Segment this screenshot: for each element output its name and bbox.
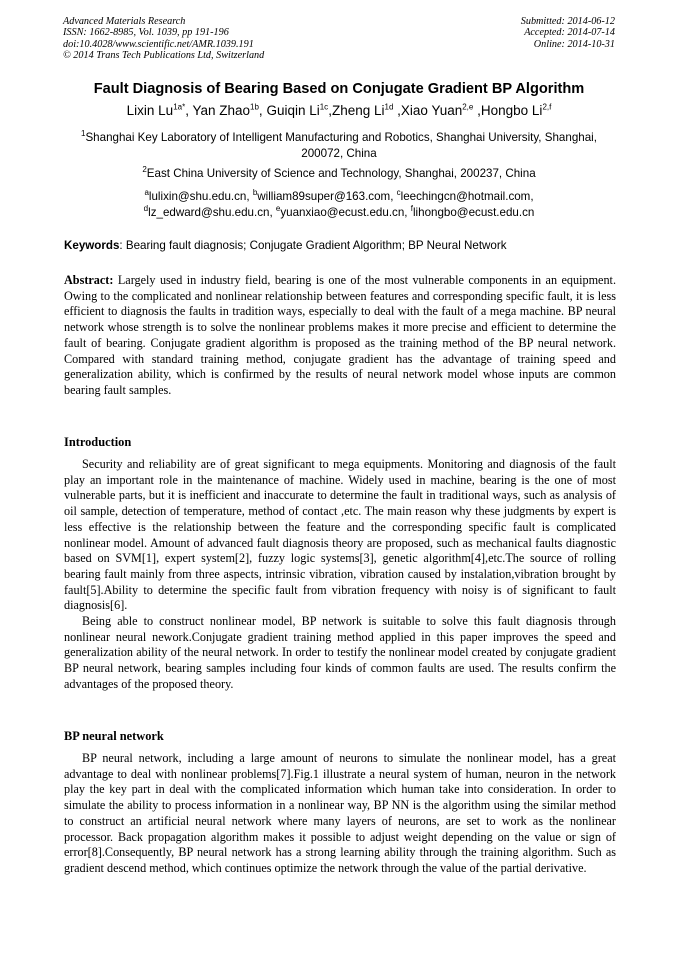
email-line: $^a$lulixin@shu.edu.cn, $^b$william89super@163.com, $^c$leechingcn@hotmail.com, [144,188,534,203]
author: Yan Zhao$^{1b}$, [192,102,267,118]
online-date: Online: 2014-10-31 [533,38,615,50]
affiliation-2: $^2$East China University of Science and Technology, Shanghai, 200237, China [142,165,536,180]
email-address: william89super@163.com, [257,190,397,203]
keywords-label: Keywords [64,239,120,252]
paragraph: Being able to construct nonlinear model, BP network is suitable to solve this fault diagnosis through nonlinear neural nework.Conjugate gradient training method applied in this paper improves the speed and generalization ability of the neural network. In order to testify the nonlinear model created by conjugate gradient BP neural network, bearing samples including four kinds of common faults are used. The results confirm the advantages of the proposed theory. [64,614,616,691]
keywords-text: : Bearing fault diagnosis; Conjugate Gradient Algorithm; BP Neural Network [119,239,507,252]
section-heading-bp-neural-network: BP neural network [64,729,164,743]
author-list [40,102,638,120]
journal-info [63,16,264,61]
abstract [64,273,616,399]
email-address: lz_edward@shu.edu.cn, [148,205,276,219]
email-address: leechingcn@hotmail.com, [400,190,534,203]
journal-copyright: © 2014 Trans Tech Publications Ltd, Switzerland [63,49,265,61]
abstract-label: Abstract: [64,273,114,287]
submitted-date: Submitted: 2014-06-12 [520,16,615,27]
abstract-text: Largely used in industry field, bearing is one of the most vulnerable components in an equipment. Owing to the complicated and nonlinear relationship between features and corresponding specific fault, it is less efficient to diagnosis the faults in tradition ways, especially to deal with the fault of a mega machine. BP neural network whose strength is to solve the nonlinear problems makes it more precise and efficient to determine the fault of bearing. Conjugate gradient algorithm is proposed as the training method of the BP neural network. Compared with standard training method, conjugate gradient has the advantage of training speed and generalization ability, which is confirmed by the results of neural network model whose inputs are common bearing fault samples. [64,273,616,397]
author: Zheng $Li^{1d}$ , [331,102,401,118]
email-address: lihongbo@ecust.edu.cn [412,205,535,219]
paper-title: Fault Diagnosis of Bearing Based on Conjugate Gradient BP Algorithm [93,81,585,97]
keywords [64,238,616,253]
journal-name: Advanced Materials Research [63,16,186,27]
email-line: $^d$lz_edward@shu.edu.cn, $^e$yuanxiao@ecust.edu.cn, $^f$lihongbo@ecust.edu.cn [143,203,535,219]
email-address: lulixin@shu.edu.cn, [148,190,253,203]
author-emails [50,189,628,220]
section-bp-neural-network [64,751,616,877]
author: Hongbo Li$^{2,f}$ [480,102,552,118]
publication-dates [521,16,615,50]
author: Guiqin $Li^{1c}$, [266,102,332,118]
paragraph: BP neural network, including a large amount of neurons to simulate the nonlinear model, has a great advantage to deal with nonlinear problems[7].Fig.1 illustrate a neural system of human, neuron in the network play the key part in deal with the complicated information which human take into consideration. In order to simulate the ability to process information in a nonlinear way, BP NN is the algorithm using the similar method to construct an artificial neural network where many layers of neurons, are set to work as the nonlinear processor. Back propagation algorithm makes it possible to adjust weight depending on the value or sign of error[8].Consequently, BP neural network has a strong learning ability through the training algorithm. Such as gradient descend method, which continues optimize the network through the value of the partial derivative. [64,751,616,875]
author: Lixin $Lu^{1a*}$, [126,102,193,118]
email-address: yuanxiao@ecust.edu.cn, [280,205,411,219]
paragraph: Security and reliability are of great significant to mega equipments. Monitoring and diagnosis of the fault play an important role in the maintenance of machine. Widely used in machine, bearing is the one of most vulnerable parts, but it is inefficient and inaccurate to determine the fault in traditional ways, such as analysis of oil sample, detection of temperature, method of contact ,etc. The main reason why these judgments by expert is less effective is the relationship between the feature and the corresponding specific fault is complicated nonlinear model. Amount of advanced fault diagnosis theory are proposed, such as mechanical faults diagnostic based on SVM[1], expert system[2], fuzzy logic systems[3], genetic algorithm[4],etc.The source of rolling bearing fault mainly from three aspects, intrinsic vibration, vibration caused by instalation,vibration brought by fault[5].Ability to determine the specific fault from vibration frequency with noisy is of significant to fault diagnosis[6]. [64,457,616,613]
author: Xiao Yuan$^{2,e}$ , [400,102,481,118]
journal-issn: ISSN: 1662-8985, Vol. 1039, pp 191-196 [63,27,229,39]
section-heading-introduction: Introduction [64,435,132,449]
affiliation-1: $^1$Shanghai Key Laboratory of Intelligent Manufacturing and Robotics, Shanghai University, Shanghai, 200072, China [81,129,597,160]
section-introduction [64,457,616,693]
accepted-date: Accepted: 2014-07-14 [524,27,615,39]
journal-doi: doi:10.4028/www.scientific.net/AMR.1039.191 [63,38,254,50]
